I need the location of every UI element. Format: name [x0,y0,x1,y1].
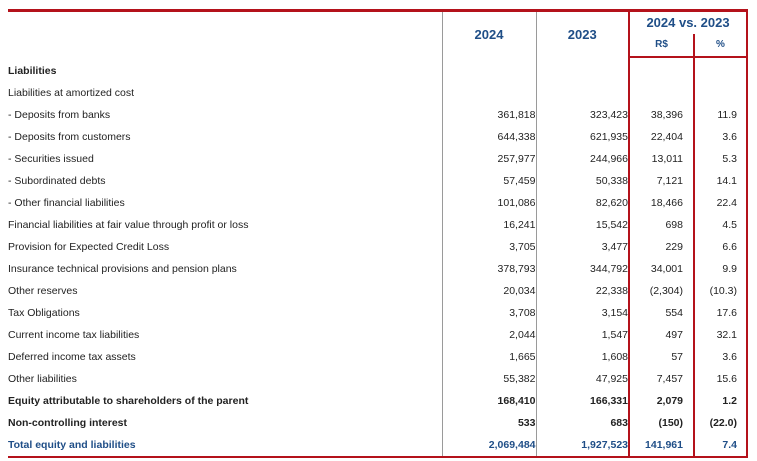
value-2024: 644,338 [442,126,536,148]
value-change-pct: 7.4 [694,434,747,457]
liabilities-equity-table [8,9,748,458]
value-2023: 344,792 [536,258,629,280]
value-2023: 22,338 [536,280,629,302]
value-2023: 50,338 [536,170,629,192]
value-change-pct: 9.9 [694,258,747,280]
table-row-total [8,434,747,457]
value-2023: 244,966 [536,148,629,170]
row-label: Financial liabilities at fair value through profit or loss [8,219,249,231]
value-change-pct: 6.6 [694,236,747,258]
row-label: Deferred income tax assets [8,351,136,363]
header-year-prior: 2023 [536,11,629,58]
value-2024: 361,818 [442,104,536,126]
table-row [8,258,747,280]
value-2024: 533 [442,412,536,434]
row-label: Equity attributable to shareholders of the parent [8,395,249,407]
value-2024: 101,086 [442,192,536,214]
value-change-pct: (22.0) [694,412,747,434]
row-label: - Securities issued [8,153,94,165]
value-2023: 1,927,523 [536,434,629,457]
table-row [8,390,747,412]
value-2024: 16,241 [442,214,536,236]
table-row [8,148,747,170]
table-row [8,412,747,434]
row-label: Tax Obligations [8,307,80,319]
value-2023: 15,542 [536,214,629,236]
row-label: Insurance technical provisions and pension plans [8,263,237,275]
value-change-pct: 14.1 [694,170,747,192]
table-row [8,57,747,82]
value-2023: 683 [536,412,629,434]
value-2023: 82,620 [536,192,629,214]
value-2024: 20,034 [442,280,536,302]
financial-table-container [8,9,747,458]
value-change-pct: 3.6 [694,346,747,368]
table-row [8,324,747,346]
value-change-rs: 13,011 [651,153,683,165]
value-2024: 57,459 [442,170,536,192]
header-year-current: 2024 [442,11,536,58]
value-change-pct [694,57,747,82]
value-change-rs: 22,404 [650,131,683,143]
value-change-rs: (2,304) [649,285,683,297]
value-change-pct: 3.6 [694,126,747,148]
value-change-rs: 2,079 [656,395,683,407]
value-2024: 2,069,484 [442,434,536,457]
value-change-rs: 229 [665,241,683,253]
header-comparison-title: 2024 vs. 2023 [629,11,747,35]
row-label: - Deposits from customers [8,131,131,143]
header-label-cell [8,11,442,58]
table-row [8,170,747,192]
value-2024: 1,665 [442,346,536,368]
value-change-rs: 141,961 [629,434,694,457]
value-change-pct [694,82,747,104]
table-row [8,214,747,236]
value-2023: 3,477 [536,236,629,258]
value-2023: 3,154 [536,302,629,324]
table-row [8,192,747,214]
value-change-pct: 22.4 [694,192,747,214]
value-2024: 3,708 [442,302,536,324]
value-change-rs [629,57,694,82]
value-change-rs: 698 [665,219,683,231]
row-label: - Other financial liabilities [8,197,125,209]
value-2023: 166,331 [536,390,629,412]
row-label: Current income tax liabilities [8,329,140,341]
value-2023: 1,608 [536,346,629,368]
table-row [8,280,747,302]
table-row [8,236,747,258]
table-row [8,368,747,390]
value-change-rs: 554 [665,307,683,319]
value-2024: 257,977 [442,148,536,170]
table-row [8,82,747,104]
value-change-pct: (10.3) [694,280,747,302]
value-change-rs: 57 [671,351,683,363]
value-2023: 323,423 [536,104,629,126]
value-change-pct: 15.6 [694,368,747,390]
value-change-rs: 7,457 [656,373,683,385]
value-change-pct: 11.9 [694,104,747,126]
value-2024: 3,705 [442,236,536,258]
row-label: Liabilities [8,64,57,77]
value-change-pct: 17.6 [694,302,747,324]
value-2024 [442,57,536,82]
value-change-rs: 18,466 [650,197,683,209]
value-2024: 55,382 [442,368,536,390]
row-label: Other reserves [8,285,78,297]
row-label: Total equity and liabilities [8,434,442,457]
value-2024: 2,044 [442,324,536,346]
value-change-pct: 32.1 [694,324,747,346]
value-change-rs: 7,121 [656,175,683,187]
row-label: Provision for Expected Credit Loss [8,241,170,253]
table-body [8,57,747,457]
row-label: - Deposits from banks [8,109,111,121]
table-row [8,126,747,148]
value-2023 [536,57,629,82]
table-row [8,302,747,324]
value-2024 [442,82,536,104]
value-change-rs [629,82,694,104]
header-col-pct: % [694,34,747,57]
table-row [8,346,747,368]
row-label: Non-controlling interest [8,417,127,429]
value-change-rs: 497 [665,329,683,341]
table-row [8,104,747,126]
value-2023: 1,547 [536,324,629,346]
value-change-rs: 38,396 [650,109,683,121]
value-change-pct: 1.2 [694,390,747,412]
value-change-rs: (150) [658,417,683,429]
value-2023: 621,935 [536,126,629,148]
header-col-rs: R$ [629,34,694,57]
value-change-pct: 4.5 [694,214,747,236]
row-label: - Subordinated debts [8,175,106,187]
value-2024: 378,793 [442,258,536,280]
row-label: Liabilities at amortized cost [8,87,135,99]
value-change-rs: 34,001 [650,263,683,275]
value-2023: 47,925 [536,368,629,390]
row-label: Other liabilities [8,373,77,385]
value-change-pct: 5.3 [694,148,747,170]
value-2023 [536,82,629,104]
value-2024: 168,410 [442,390,536,412]
